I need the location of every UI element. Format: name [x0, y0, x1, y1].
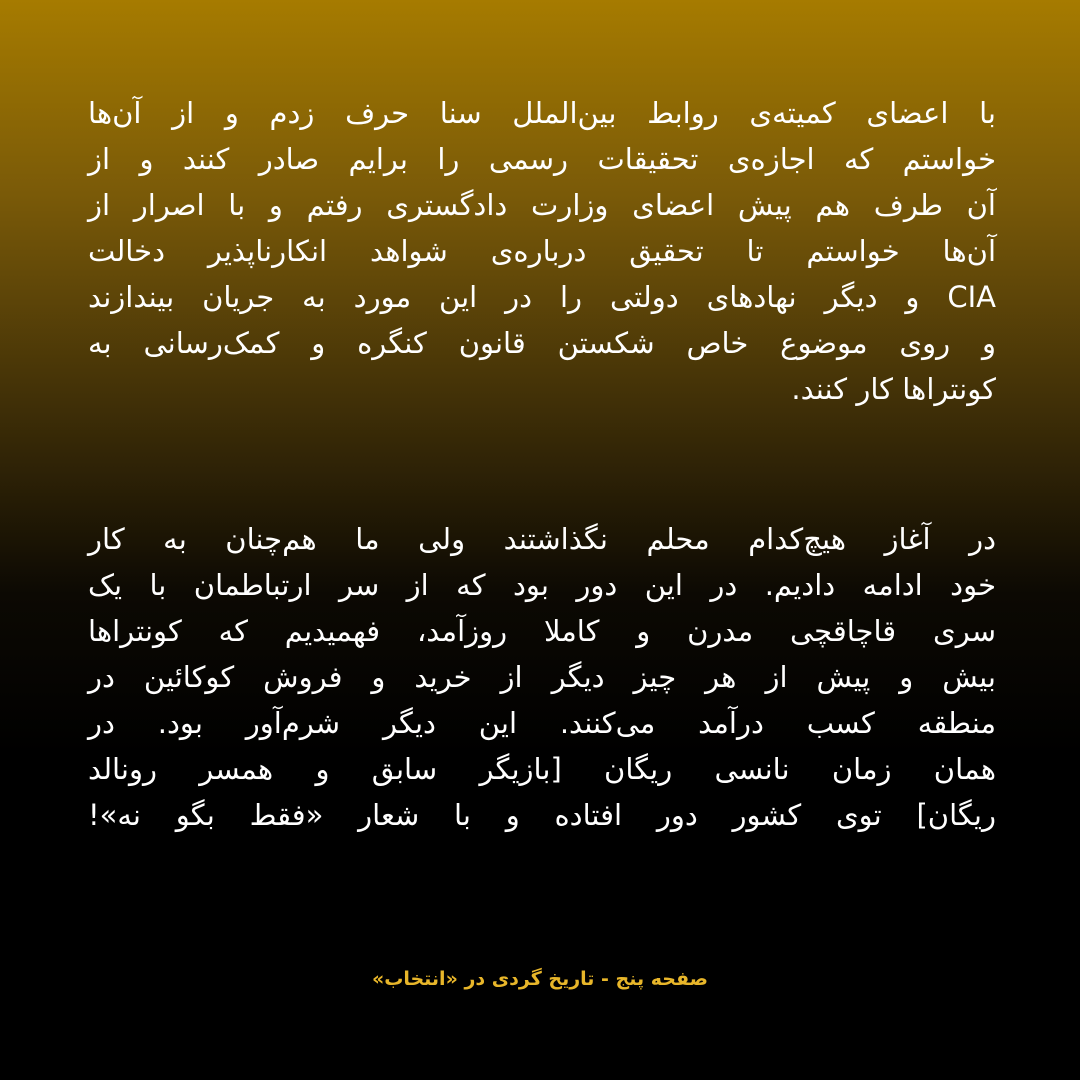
text-line: CIA و دیگر نهادهای دولتی را در این مورد به جریان بیندازند: [88, 280, 996, 314]
text-line: ریگان] توی کشور دور افتاده و با شعار «فقط بگو نه»!: [88, 798, 996, 832]
text-line: خود ادامه دادیم. در این دور بود که از سر ارتباطمان با یک: [88, 568, 996, 602]
text-line: آن طرف هم پیش اعضای وزارت دادگستری رفتم و با اصرار از: [88, 188, 996, 222]
text-line: با اعضای کمیته‌ی روابط بین‌الملل سنا حرف زدم و از آن‌ها: [88, 96, 996, 130]
text-line: خواستم که اجازه‌ی تحقیقات رسمی را برایم صادر کنند و از: [88, 142, 996, 176]
paragraph-2: [88, 516, 996, 838]
text-line: بیش و پیش از هر چیز دیگر از خرید و فروش کوکائین در: [88, 660, 996, 694]
paragraph-1: [88, 90, 996, 412]
page-footer-caption: صفحه پنج - تاریخ گردی در «انتخاب»: [371, 968, 709, 990]
text-line: آن‌ها خواستم تا تحقیق درباره‌ی شواهد انکارناپذیر دخالت: [88, 234, 996, 268]
text-line: سری قاچاقچی مدرن و کاملا روزآمد، فهمیدیم که کونتراها: [88, 614, 996, 648]
text-line: همان زمان نانسی ریگان [بازیگر سابق و همسر رونالد: [88, 752, 996, 786]
text-line: و روی موضوع خاص شکستن قانون کنگره و کمک‌رسانی به: [88, 326, 996, 360]
text-line: در آغاز هیچ‌کدام محلم نگذاشتند ولی ما هم‌چنان به کار: [88, 522, 996, 556]
text-line: کونتراها کار کنند.: [791, 372, 996, 406]
text-line: منطقه کسب درآمد می‌کنند. این دیگر شرم‌آور بود. در: [88, 706, 996, 740]
